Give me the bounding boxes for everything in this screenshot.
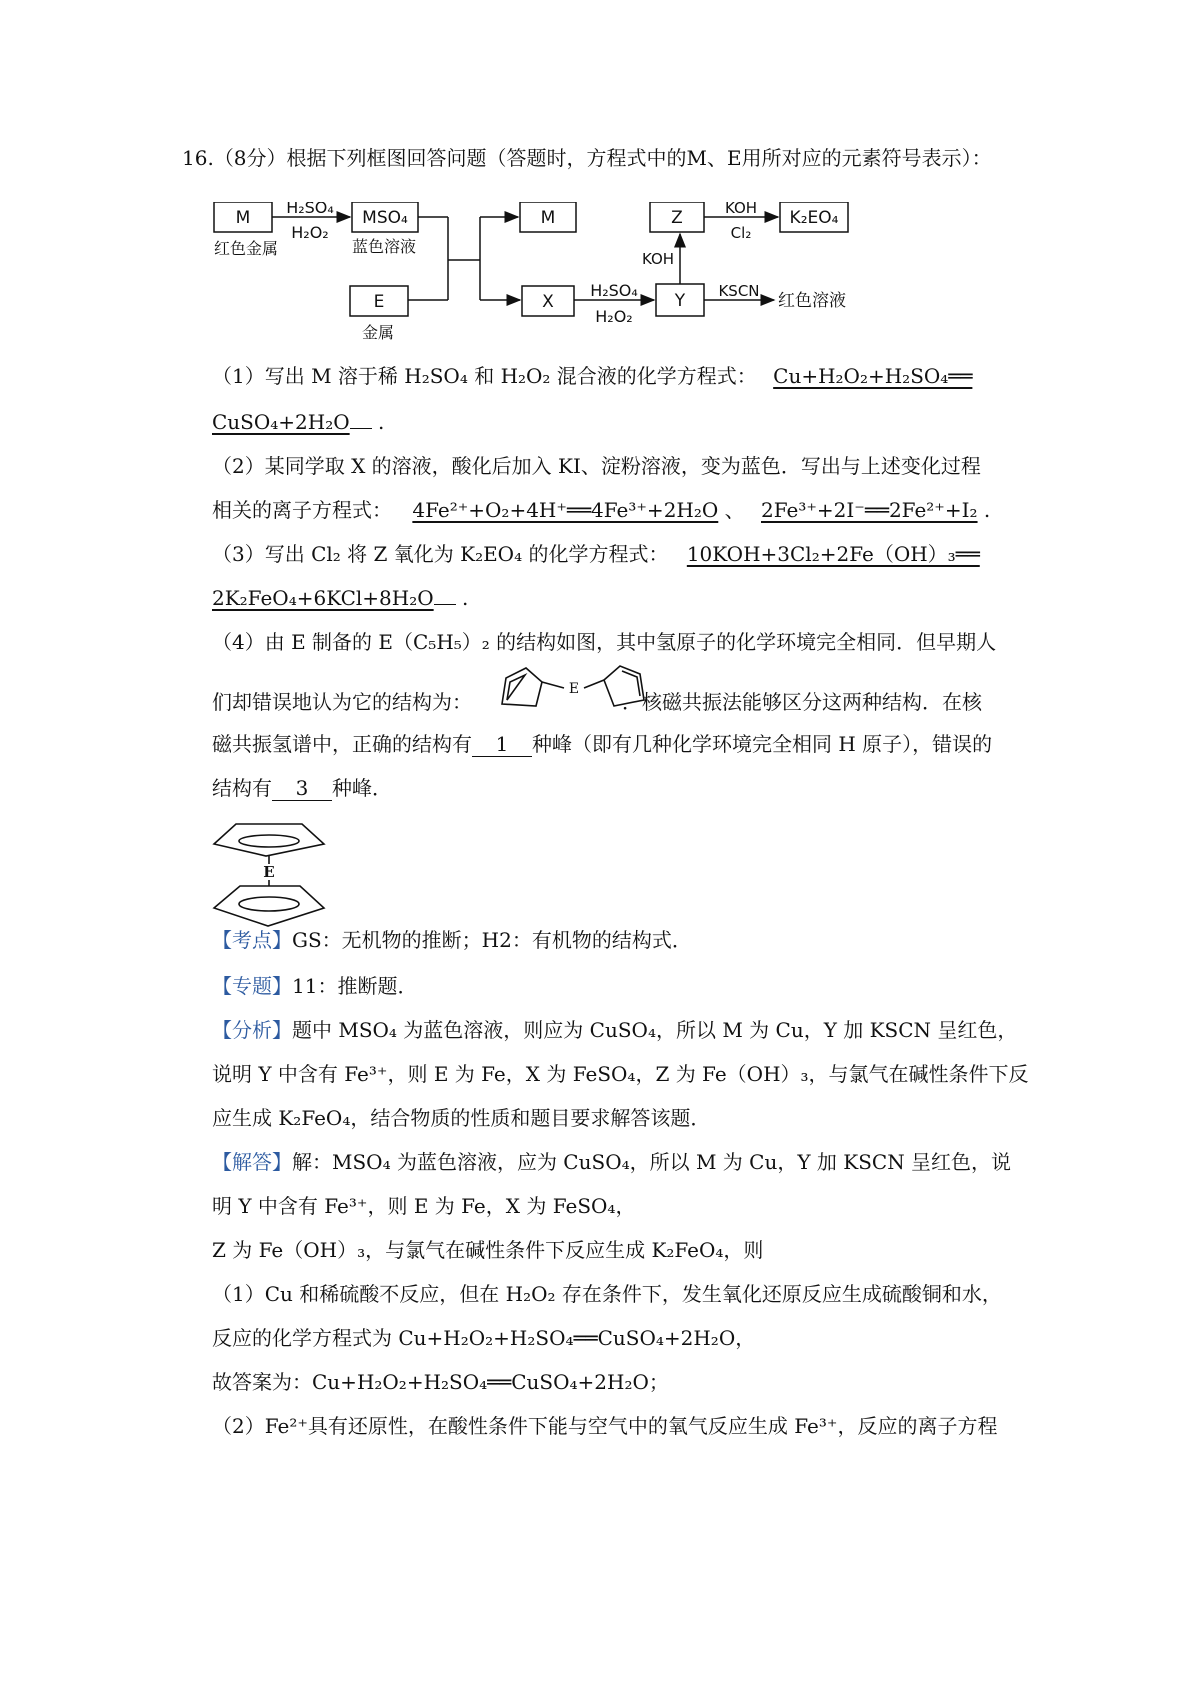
- answer-blank-2: 3: [272, 776, 332, 801]
- jieda-line-3: Z 为 Fe（OH）₃，与氯气在碱性条件下反应生成 K₂FeO₄，则: [212, 1238, 764, 1262]
- arrow1-bottom-label: H₂O₂: [291, 223, 329, 242]
- box-z-label: Z: [671, 208, 683, 228]
- arrow-kscn-label: KSCN: [718, 282, 760, 300]
- wrong-structure-drawing: [498, 660, 654, 714]
- q4-text-a: （4）由 E 制备的 E（C₅H₅）₂ 的结构如图，其中氢原子的化学环境完全相同．但早期人: [212, 630, 997, 654]
- q1-answer-part-a: Cu+H₂O₂+H₂SO₄══: [773, 364, 973, 388]
- label-red-metal: 红色金属: [214, 239, 279, 258]
- fenxi-line-2: 说明 Y 中含有 Fe³⁺，则 E 为 Fe，X 为 FeSO₄，Z 为 Fe（OH）₃，与氯气在碱性条件下反: [212, 1062, 1029, 1086]
- q4-text-c1: 磁共振氢谱中，正确的结构有: [212, 732, 472, 756]
- q4-text-c2: 种峰（即有几种化学环境完全相同 H 原子），错误的: [532, 732, 993, 756]
- kaodian-text: GS：无机物的推断；H2：有机物的结构式．: [292, 928, 692, 952]
- q3-text: （3）写出 Cl₂ 将 Z 氧化为 K₂EO₄ 的化学方程式：: [212, 542, 669, 566]
- jieda-line-4: （1）Cu 和稀硫酸不反应，但在 H₂O₂ 存在条件下，发生氧化还原反应生成硫酸铜和水，: [212, 1282, 1002, 1306]
- q1-underline-tail: [350, 408, 372, 429]
- question-score: （8分）: [213, 146, 287, 170]
- kaodian-line: [212, 926, 692, 954]
- jieda-line-1: [212, 1148, 1011, 1176]
- box-e-label: E: [373, 292, 385, 312]
- q3-answer-part-b: 2K₂FeO₄+6KCl+8H₂O: [212, 586, 434, 610]
- fenxi-tag: 【分析】: [212, 1018, 292, 1042]
- q4-text-d1: 结构有: [212, 776, 272, 800]
- q3-underline-tail: [434, 584, 456, 605]
- jieda-line-6: 故答案为：Cu+H₂O₂+H₂SO₄══CuSO₄+2H₂O；: [212, 1370, 669, 1394]
- q2-separator: 、: [724, 498, 745, 522]
- arrow2-bottom-label: H₂O₂: [595, 307, 633, 326]
- arrow1-top-label: H₂SO₄: [286, 202, 334, 217]
- q2-text-b: 相关的离子方程式：: [212, 498, 392, 522]
- fenxi-line-1: [212, 1016, 1017, 1044]
- box-k2eo4-label: K₂EO₄: [789, 208, 839, 228]
- q1-line-2: [212, 408, 384, 436]
- q4-line-1: [212, 628, 996, 656]
- correct-structure-e-label: E: [263, 863, 275, 881]
- q4-text-d2: 种峰．: [332, 776, 392, 800]
- kaodian-tag: 【考点】: [212, 928, 292, 952]
- zhuanti-text: 11：推断题．: [292, 974, 418, 998]
- jieda-tag: 【解答】: [212, 1150, 292, 1174]
- wrong-structure-e-label: E: [568, 681, 580, 697]
- q2-end: .: [983, 498, 991, 522]
- zhuanti-line: [212, 972, 417, 1000]
- question-number: 16.: [182, 146, 214, 170]
- jieda-line-2: 明 Y 中含有 Fe³⁺，则 E 为 Fe，X 为 FeSO₄，: [212, 1194, 636, 1218]
- jieda-line-7: （2）Fe²⁺具有还原性，在酸性条件下能与空气中的氧气反应生成 Fe³⁺，反应的离子方程: [212, 1414, 998, 1438]
- jieda-line-1-text: 解：MSO₄ 为蓝色溶液，应为 CuSO₄，所以 M 为 Cu，Y 加 KSCN 呈红色，说: [292, 1150, 1012, 1174]
- q3-end: .: [462, 586, 469, 610]
- fenxi-line-3: 应生成 K₂FeO₄，结合物质的性质和题目要求解答该题．: [212, 1106, 711, 1130]
- q1-text: （1）写出 M 溶于稀 H₂SO₄ 和 H₂O₂ 混合液的化学方程式：: [212, 364, 757, 388]
- q2-answer-2: 2Fe³⁺+2I⁻══2Fe²⁺+I₂: [761, 498, 978, 522]
- q2-line-1: [212, 452, 981, 480]
- q1-answer-part-b: CuSO₄+2H₂O: [212, 410, 350, 434]
- q4-line-3: [212, 730, 992, 758]
- q4-line-4: [212, 774, 392, 802]
- label-red-solution: 红色溶液: [778, 291, 846, 311]
- q4-text-b2: ．核磁共振法能够区分这两种结构．在核: [622, 690, 982, 714]
- q4-text-b1: 们却错误地认为它的结构为：: [212, 690, 472, 714]
- q2-answer-1: 4Fe²⁺+O₂+4H⁺══4Fe³⁺+2H₂O: [412, 498, 719, 522]
- label-metal: 金属: [362, 323, 395, 342]
- q1-line-1: [212, 362, 972, 390]
- jieda-line-5: 反应的化学方程式为 Cu+H₂O₂+H₂SO₄══CuSO₄+2H₂O，: [212, 1326, 756, 1350]
- arrow3-bottom-label: Cl₂: [730, 224, 752, 242]
- box-m2-label: M: [540, 208, 556, 228]
- arrow-koh-up-label: KOH: [641, 250, 675, 268]
- q2-line-2: [212, 496, 990, 524]
- correct-structure-drawing: [210, 822, 330, 932]
- q1-end: .: [378, 410, 385, 434]
- arrow2-top-label: H₂SO₄: [590, 281, 638, 300]
- zhuanti-tag: 【专题】: [212, 974, 292, 998]
- q2-text-a: （2）某同学取 X 的溶液，酸化后加入 KI、淀粉溶液，变为蓝色．写出与上述变化过程: [212, 454, 981, 478]
- answer-blank-1: 1: [472, 732, 532, 757]
- box-m-label: M: [235, 208, 251, 228]
- box-mso4-label: MSO₄: [362, 208, 408, 228]
- question-prompt: 根据下列框图回答问题（答题时，方程式中的M、E用所对应的元素符号表示）：: [286, 146, 992, 170]
- label-blue-solution: 蓝色溶液: [352, 237, 417, 256]
- question-header: [182, 144, 992, 172]
- arrow3-top-label: KOH: [724, 202, 758, 217]
- fenxi-line-1-text: 题中 MSO₄ 为蓝色溶液，则应为 CuSO₄，所以 M 为 Cu，Y 加 KSCN 呈红色，: [292, 1018, 1018, 1042]
- q3-answer-part-a: 10KOH+3Cl₂+2Fe（OH）₃══: [686, 542, 980, 566]
- flow-diagram: [210, 202, 970, 350]
- box-y-label: Y: [674, 291, 686, 311]
- q3-line-1: [212, 540, 980, 568]
- q3-line-2: [212, 584, 468, 612]
- box-x-label: X: [542, 292, 554, 312]
